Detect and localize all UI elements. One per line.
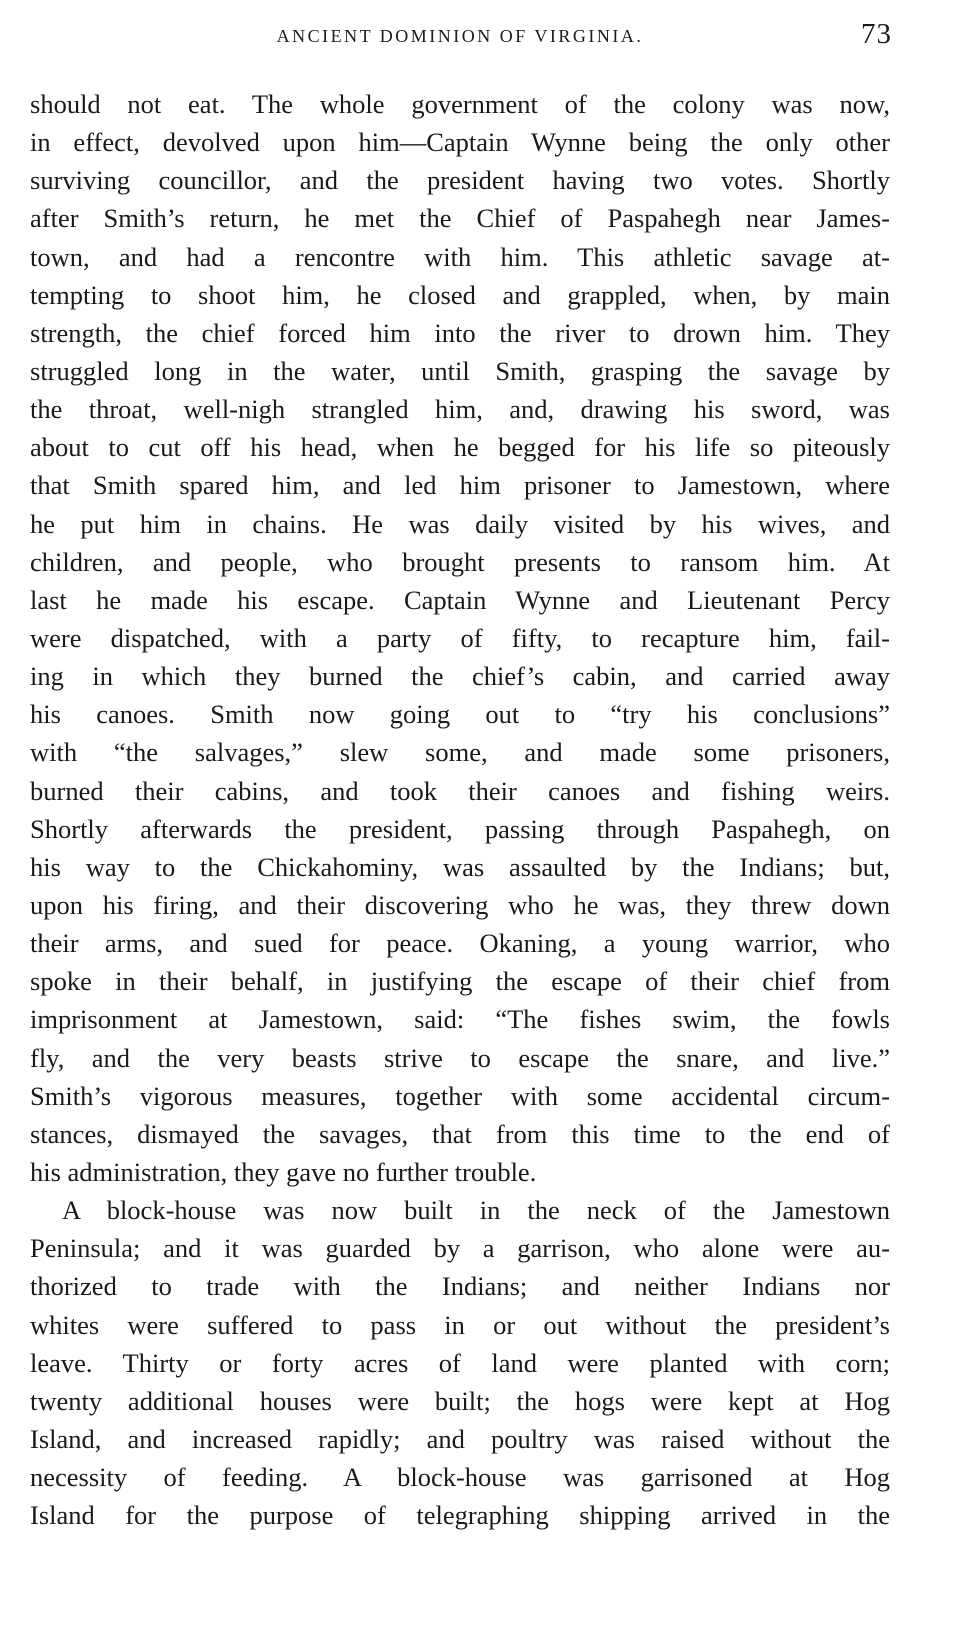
text-line: necessity of feeding. A block-house was garrisoned at Hog [30,1462,890,1493]
text-line: Shortly afterwards the president, passing through Paspahegh, on [30,813,890,844]
text-line: surviving councillor, and the president having two votes. Shortly [30,165,890,196]
text-line: he put him in chains. He was daily visited by his wives, and [30,508,890,539]
paragraph-last-line: his administration, they gave no further trouble. [30,1156,537,1187]
text-line: burned their cabins, and took their canoes and fishing weirs. [30,775,890,806]
paragraph-first-line: A block-house was now built in the neck of the Jamestown [62,1195,890,1226]
text-line: struggled long in the water, until Smith, grasping the savage by [30,355,890,386]
text-line: leave. Thirty or forty acres of land were planted with corn; [30,1347,890,1378]
text-line: in effect, devolved upon him—Captain Wynne being the only other [30,127,890,158]
text-line: upon his firing, and their discovering who he was, they threw down [30,889,890,920]
text-line: twenty additional houses were built; the hogs were kept at Hog [30,1385,890,1416]
text-line: should not eat. The whole government of the colony was now, [30,89,890,119]
page-number: 73 [861,18,892,50]
text-line: were dispatched, with a party of fifty, to recapture him, fail- [30,622,890,653]
text-line: his canoes. Smith now going out to “try his conclusions” [30,699,890,730]
text-line: imprisonment at Jamestown, said: “The fishes swim, the fowls [30,1004,890,1035]
text-line: last he made his escape. Captain Wynne and Lieutenant Percy [30,584,890,615]
text-line: thorized to trade with the Indians; and neither Indians nor [30,1271,890,1302]
text-line: town, and had a rencontre with him. This athletic savage at- [30,241,890,272]
text-line: the throat, well-nigh strangled him, and, drawing his sword, was [30,394,890,425]
text-line: after Smith’s return, he met the Chief of Paspahegh near James- [30,203,890,234]
text-line: his way to the Chickahominy, was assaulted by the Indians; but, [30,851,890,882]
text-line: that Smith spared him, and led him prisoner to Jamestown, where [30,470,890,501]
text-line: Peninsula; and it was guarded by a garrison, who alone were au- [30,1233,890,1264]
text-line: their arms, and sued for peace. Okaning, a young warrior, who [30,928,890,959]
text-line: children, and people, who brought presents to ransom him. At [30,546,890,577]
text-line: ing in which they burned the chief’s cabin, and carried away [30,661,890,692]
text-line: with “the salvages,” slew some, and made some prisoners, [30,737,890,768]
text-line: about to cut off his head, when he begged for his life so piteously [30,432,890,463]
text-line: strength, the chief forced him into the river to drown him. They [30,317,890,348]
text-line: Island for the purpose of telegraphing shipping arrived in the [30,1500,890,1531]
running-title: ANCIENT DOMINION OF VIRGINIA. [276,26,644,46]
body-text [30,85,890,1534]
text-line: fly, and the very beasts strive to escape the snare, and live.” [30,1042,890,1073]
running-head [30,18,890,58]
text-line: Smith’s vigorous measures, together with some accidental circum- [30,1080,890,1111]
text-line: tempting to shoot him, he closed and grappled, when, by main [30,279,890,310]
text-line: stances, dismayed the savages, that from this time to the end of [30,1118,890,1149]
text-line: Island, and increased rapidly; and poultry was raised without the [30,1423,890,1454]
text-line: spoke in their behalf, in justifying the escape of their chief from [30,966,890,997]
text-line: whites were suffered to pass in or out without the president’s [30,1309,890,1340]
